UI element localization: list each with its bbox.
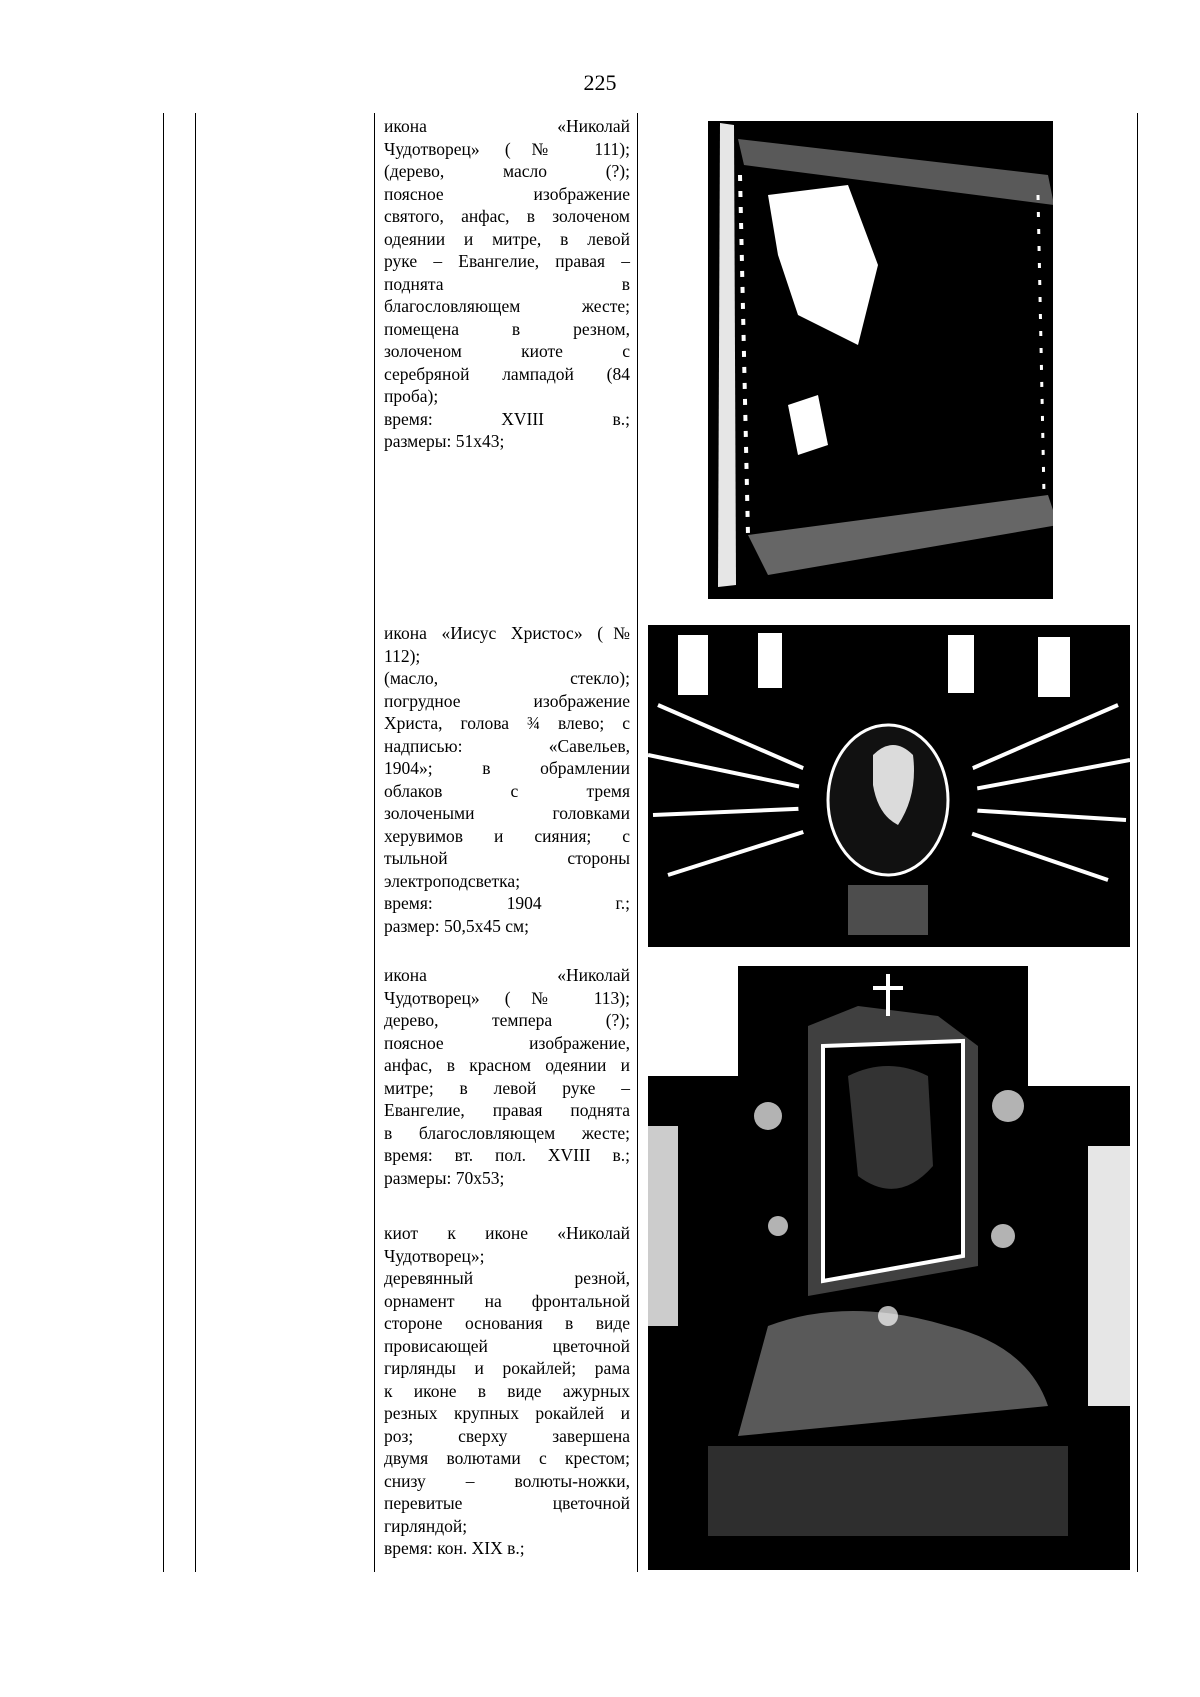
entry-line: Чудотворец» (№ 111);: [384, 138, 630, 159]
entry-line: роз; сверху завершена: [384, 1425, 630, 1446]
entry-line: херувимов и сияния; с: [384, 825, 630, 846]
entry-line: икона «Николай: [384, 116, 630, 136]
entry-line: орнамент на фронтальной: [384, 1290, 630, 1311]
entry-line: размеры: 51х43;: [384, 431, 505, 451]
table-rule-1: [163, 113, 164, 1572]
entry-line: время: XVIII в.;: [384, 408, 630, 429]
entry-line: икона «Николай: [384, 965, 630, 985]
entry-line: Чудотворец» (№ 113);: [384, 987, 630, 1008]
entry-line: руке – Евангелие, правая –: [384, 251, 630, 271]
entry-line: Чудотворец»;: [384, 1245, 485, 1266]
entry-line: резных крупных рокайлей и: [384, 1403, 630, 1423]
entry-line: дерево, темпера (?);: [384, 1010, 630, 1030]
entry-line: киот к иконе «Николай: [384, 1223, 630, 1243]
table-rule-4: [637, 113, 638, 1572]
table-rule-3: [374, 113, 375, 1572]
entry-line: поясное изображение,: [384, 1032, 630, 1053]
entry-icon-113: [384, 964, 630, 1189]
icon-jesus-christ-112-photo: [648, 625, 1130, 947]
entry-line: тыльной стороны: [384, 848, 630, 868]
entry-line: погрудное изображение: [384, 690, 630, 711]
entry-line: облаков с тремя: [384, 780, 630, 801]
entry-line: электроподсветка;: [384, 870, 521, 891]
entry-line: стороне основания в виде: [384, 1313, 630, 1333]
entry-line: поясное изображение: [384, 183, 630, 204]
entry-line: размер: 50,5х45 см;: [384, 915, 529, 936]
entry-icon-111: [384, 115, 630, 453]
entry-line: снизу – волюты-ножки,: [384, 1470, 630, 1491]
entry-line: время: вт. пол. XVIII в.;: [384, 1145, 630, 1165]
entry-line: помещена в резном,: [384, 318, 630, 339]
table-rule-5: [1137, 113, 1138, 1572]
entry-line: 112);: [384, 645, 421, 666]
entry-line: (дерево, масло (?);: [384, 161, 630, 181]
entry-line: деревянный резной,: [384, 1268, 630, 1288]
entry-line: Евангелие, правая поднята: [384, 1100, 630, 1120]
entry-line: к иконе в виде ажурных: [384, 1380, 630, 1401]
entry-line: гирляндой;: [384, 1515, 468, 1536]
entry-line: поднята в: [384, 273, 630, 294]
entry-line: золочеными головками: [384, 803, 630, 823]
entry-line: время: 1904 г.;: [384, 893, 630, 913]
entry-icon-case: [384, 1222, 630, 1560]
entry-line: время: кон. XIX в.;: [384, 1538, 525, 1558]
entry-line: проба);: [384, 386, 439, 406]
entry-line: двумя волютами с крестом;: [384, 1448, 630, 1468]
entry-line: в благословляющем жесте;: [384, 1122, 630, 1143]
entry-line: перевитые цветочной: [384, 1493, 630, 1513]
entry-line: одеянии и митре, в левой: [384, 228, 630, 249]
entry-line: гирлянды и рокайлей; рама: [384, 1358, 630, 1378]
entry-line: благословляющем жесте;: [384, 296, 630, 316]
table-rule-2: [195, 113, 196, 1572]
icon-case-nikolai-113-photo: [648, 966, 1130, 1570]
entry-line: Христа, голова ¾ влево; с: [384, 713, 630, 733]
entry-line: (масло, стекло);: [384, 668, 630, 688]
page-number: 225: [583, 70, 617, 95]
entry-line: митре; в левой руке –: [384, 1077, 630, 1098]
entry-line: размеры: 70х53;: [384, 1167, 505, 1188]
icon-nikolai-111-photo: [708, 115, 1072, 599]
entry-line: провисающей цветочной: [384, 1335, 630, 1356]
entry-line: анфас, в красном одеянии и: [384, 1055, 630, 1075]
entry-line: золоченом киоте с: [384, 341, 630, 361]
entry-line: святого, анфас, в золоченом: [384, 206, 630, 226]
entry-line: 1904»; в обрамлении: [384, 758, 630, 778]
entry-icon-112: [384, 622, 630, 937]
entry-line: икона «Иисус Христос» (№: [384, 623, 630, 643]
entry-line: надписью: «Савельев,: [384, 735, 630, 756]
entry-line: серебряной лампадой (84: [384, 363, 630, 384]
